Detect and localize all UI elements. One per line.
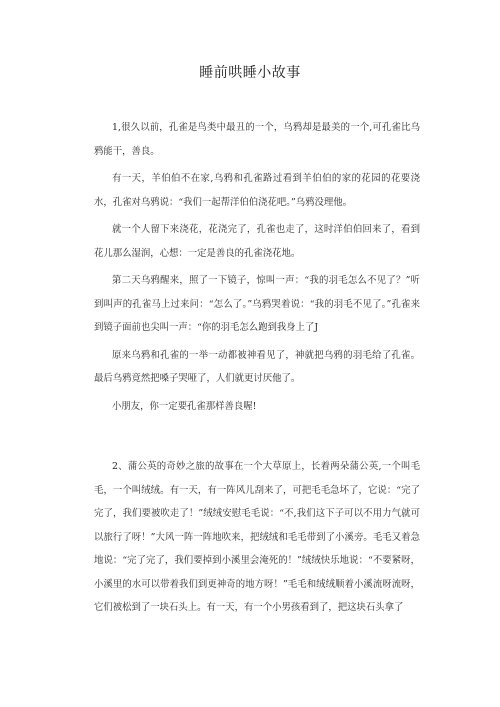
story-dandelion bbox=[94, 455, 420, 620]
story-peacock bbox=[94, 116, 420, 418]
story-paragraph: 1,很久以前，孔雀是鸟类中最丑的一个，乌鸦却是最美的一个,可孔雀比乌鸦能干，善良。 bbox=[94, 122, 420, 157]
story-paragraph: 原来乌鸦和孔雀的一举一动都被神看见了，神就把乌鸦的羽毛给了孔雀。最后乌鸦竟然把嗓子哭哑了，人们就更讨厌他了。 bbox=[94, 349, 420, 384]
story-paragraph: 有一天，羊伯伯不在家,乌鸦和孔雀路过看到羊伯伯的家的花园的花要浇水，孔雀对乌鸦说：“我们一起帮洋伯伯浇花吧。”乌鸦没理他。 bbox=[94, 173, 420, 208]
story-paragraph: 2、蒲公英的奇妙之旅的故事在一个大草原上，长着两朵蒲公英,一个叫毛毛，一个叫绒绒。有一天，有一阵风儿刮来了，可把毛毛急坏了，它说：“完了完了，我们要被吹走了！”绒绒安慰毛毛说：“不,我们这下子可以不用力气就可以旅行了呀！”大风一阵一阵地吹来，把绒绒和毛毛带到了小溪旁。毛毛又着急地说：“完了完了，我们要掉到小溪里会淹死的！”绒绒快乐地说：“不要紧呀，小溪里的水可以带着我们到更神奇的地方呀！”毛毛和绒绒顺着小溪流呀流呀，它们被松到了一块石头上。有一天，有一个小男孩看到了，把这块石头拿了 bbox=[94, 461, 420, 613]
story-paragraph: 小朋友，你一定要孔雀那样善良喔! bbox=[112, 400, 257, 412]
story-paragraph: 就一个人留下来浇花，花浇完了，孔雀也走了，这时洋伯伯回来了，看到花儿那么湿润，心想：一定是善良的孔雀浇花地。 bbox=[94, 224, 420, 259]
story-paragraph: 第二天乌鸦醒来，照了一下镜子，惊叫一声：“我的羽毛怎么不见了？”听到叫声的孔雀马上过来问：“怎么了。”乌鸦哭着说：“我的羽毛不见了。”孔雀来到镜子面前也尖叫一声：“你的羽毛怎么跑到我身上了J bbox=[94, 275, 420, 333]
page-title: 睡前哄睡小故事 bbox=[199, 65, 301, 81]
